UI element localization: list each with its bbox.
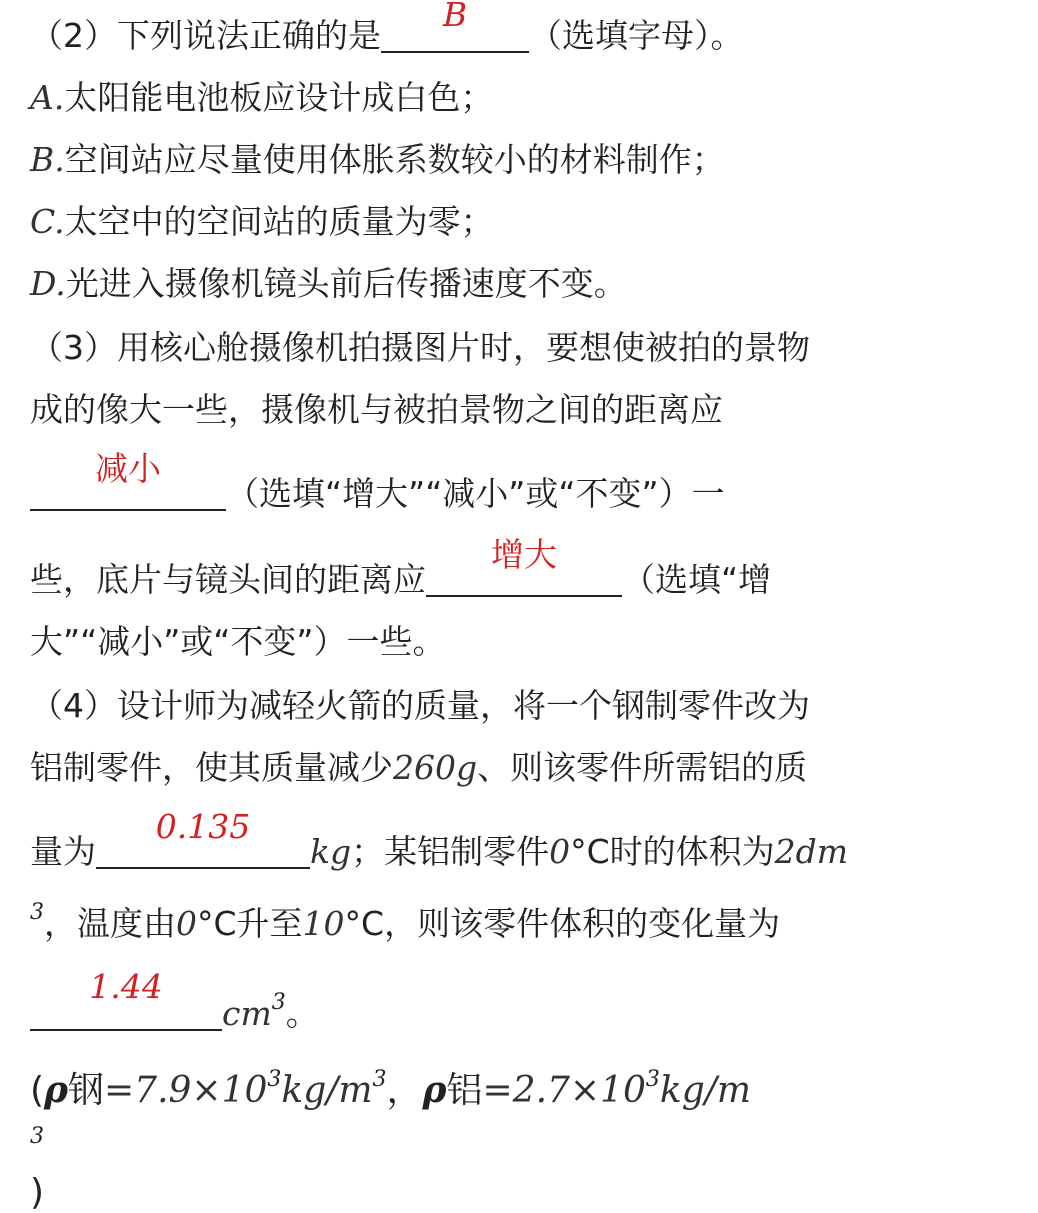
q3-line-3 bbox=[30, 449, 725, 514]
q4-text: 、则该零件所需铝的质 bbox=[477, 748, 808, 787]
density-value: =2.7×10 bbox=[482, 1070, 646, 1111]
q4-exponent: 3 bbox=[271, 990, 286, 1015]
option-text: 太空中的空间站的质量为零； bbox=[64, 202, 494, 241]
q2-stem bbox=[30, 0, 744, 56]
rho-subscript: 铝 bbox=[446, 1070, 483, 1111]
paren-close: ) bbox=[30, 1172, 45, 1213]
paren-open: ( bbox=[30, 1070, 45, 1111]
q3-text: （3）用核心舱摄像机拍摄图片时，要想使被拍的景物 bbox=[30, 328, 810, 367]
q3-line-5 bbox=[30, 622, 445, 662]
q2-suffix: （选填字母）。 bbox=[529, 16, 744, 55]
density-exponent: 3 bbox=[645, 1067, 660, 1092]
q4-text: 时的体积为 bbox=[609, 832, 775, 871]
q3-text: 些，底片与镜头间的距离应 bbox=[30, 560, 426, 599]
q3-text: 成的像大一些，摄像机与被拍景物之间的距离应 bbox=[30, 390, 723, 429]
q2-option-a bbox=[30, 78, 493, 118]
q3-text: （选填“增大”“减小”或“不变”）一 bbox=[226, 474, 725, 513]
q4-answer-1: 0.135 bbox=[155, 807, 251, 846]
option-letter: D. bbox=[30, 264, 66, 303]
q3-answer-blank-1 bbox=[30, 449, 226, 511]
density-value: =7.9×10 bbox=[104, 1070, 268, 1111]
q4-unit: cm bbox=[222, 994, 272, 1033]
q3-text: 大”“减小”或“不变”）一些。 bbox=[30, 622, 446, 661]
q4-degree: °C bbox=[570, 832, 610, 871]
q4-text: 。 bbox=[285, 994, 319, 1033]
q4-line-1 bbox=[30, 686, 810, 726]
q4-unit: kg bbox=[310, 832, 352, 871]
density-exponent: 3 bbox=[267, 1067, 282, 1092]
q3-answer-2: 增大 bbox=[491, 535, 557, 574]
q3-line-1 bbox=[30, 328, 810, 368]
q3-text: （选填“增 bbox=[622, 560, 772, 599]
q4-exponent: 3 bbox=[30, 900, 44, 925]
q4-degree: °C bbox=[344, 904, 385, 943]
option-text: 空间站应尽量使用体胀系数较小的材料制作； bbox=[64, 140, 725, 179]
q2-option-b bbox=[30, 140, 725, 180]
density-unit: kg/m bbox=[281, 1070, 373, 1111]
density-unit: kg/m bbox=[659, 1070, 752, 1111]
q4-text: ，则该零件体积的变化量为 bbox=[384, 904, 781, 943]
option-letter: B. bbox=[30, 140, 65, 179]
q4-text: 升至 bbox=[236, 904, 303, 943]
q4-text: ；某铝制零件 bbox=[351, 832, 550, 871]
q4-text: （4）设计师为减轻火箭的质量，将一个钢制零件改为 bbox=[30, 686, 810, 725]
q4-line-5 bbox=[30, 967, 319, 1039]
density-line-2 bbox=[30, 1124, 45, 1213]
separator: ， bbox=[386, 1070, 423, 1111]
q4-temp: 0 bbox=[176, 904, 197, 943]
q2-prefix: （2）下列说法正确的是 bbox=[30, 16, 381, 55]
rho-symbol: ρ bbox=[422, 1069, 447, 1111]
option-text: 太阳能电池板应设计成白色； bbox=[64, 78, 494, 117]
q4-answer-2: 1.44 bbox=[89, 967, 163, 1006]
q2-option-c bbox=[30, 202, 494, 242]
q4-temp: 10 bbox=[302, 904, 345, 943]
q4-temp: 0 bbox=[549, 832, 571, 871]
q4-answer-blank-2 bbox=[30, 967, 222, 1031]
q4-answer-blank-1 bbox=[96, 807, 310, 869]
q4-text: 铝制零件，使其质量减少 bbox=[30, 748, 393, 787]
q4-line-2 bbox=[30, 748, 807, 788]
q4-degree: °C bbox=[197, 904, 237, 943]
rho-subscript: 钢 bbox=[68, 1070, 105, 1111]
q4-mass-value: 260g bbox=[393, 748, 478, 787]
q2-answer-blank bbox=[381, 0, 529, 53]
q3-answer-blank-2 bbox=[426, 535, 622, 597]
option-text: 光进入摄像机镜头前后传播速度不变。 bbox=[65, 264, 627, 303]
q2-answer: B bbox=[442, 0, 468, 34]
density-unit-exponent: 3 bbox=[372, 1067, 387, 1092]
density-unit-exponent: 3 bbox=[30, 1124, 44, 1149]
q4-text: ，温度由 bbox=[44, 904, 176, 943]
q3-line-4 bbox=[30, 535, 772, 600]
option-letter: A. bbox=[30, 78, 65, 117]
q4-line-4 bbox=[30, 900, 781, 949]
option-letter: C. bbox=[30, 202, 65, 241]
q3-answer-1: 减小 bbox=[95, 449, 161, 488]
rho-symbol: ρ bbox=[44, 1069, 68, 1111]
q4-text: 量为 bbox=[30, 832, 96, 871]
density-line bbox=[30, 1067, 752, 1116]
q2-option-d bbox=[30, 264, 627, 304]
q4-volume: 2dm bbox=[774, 832, 849, 871]
q4-line-3 bbox=[30, 807, 849, 872]
q3-line-2 bbox=[30, 390, 723, 430]
